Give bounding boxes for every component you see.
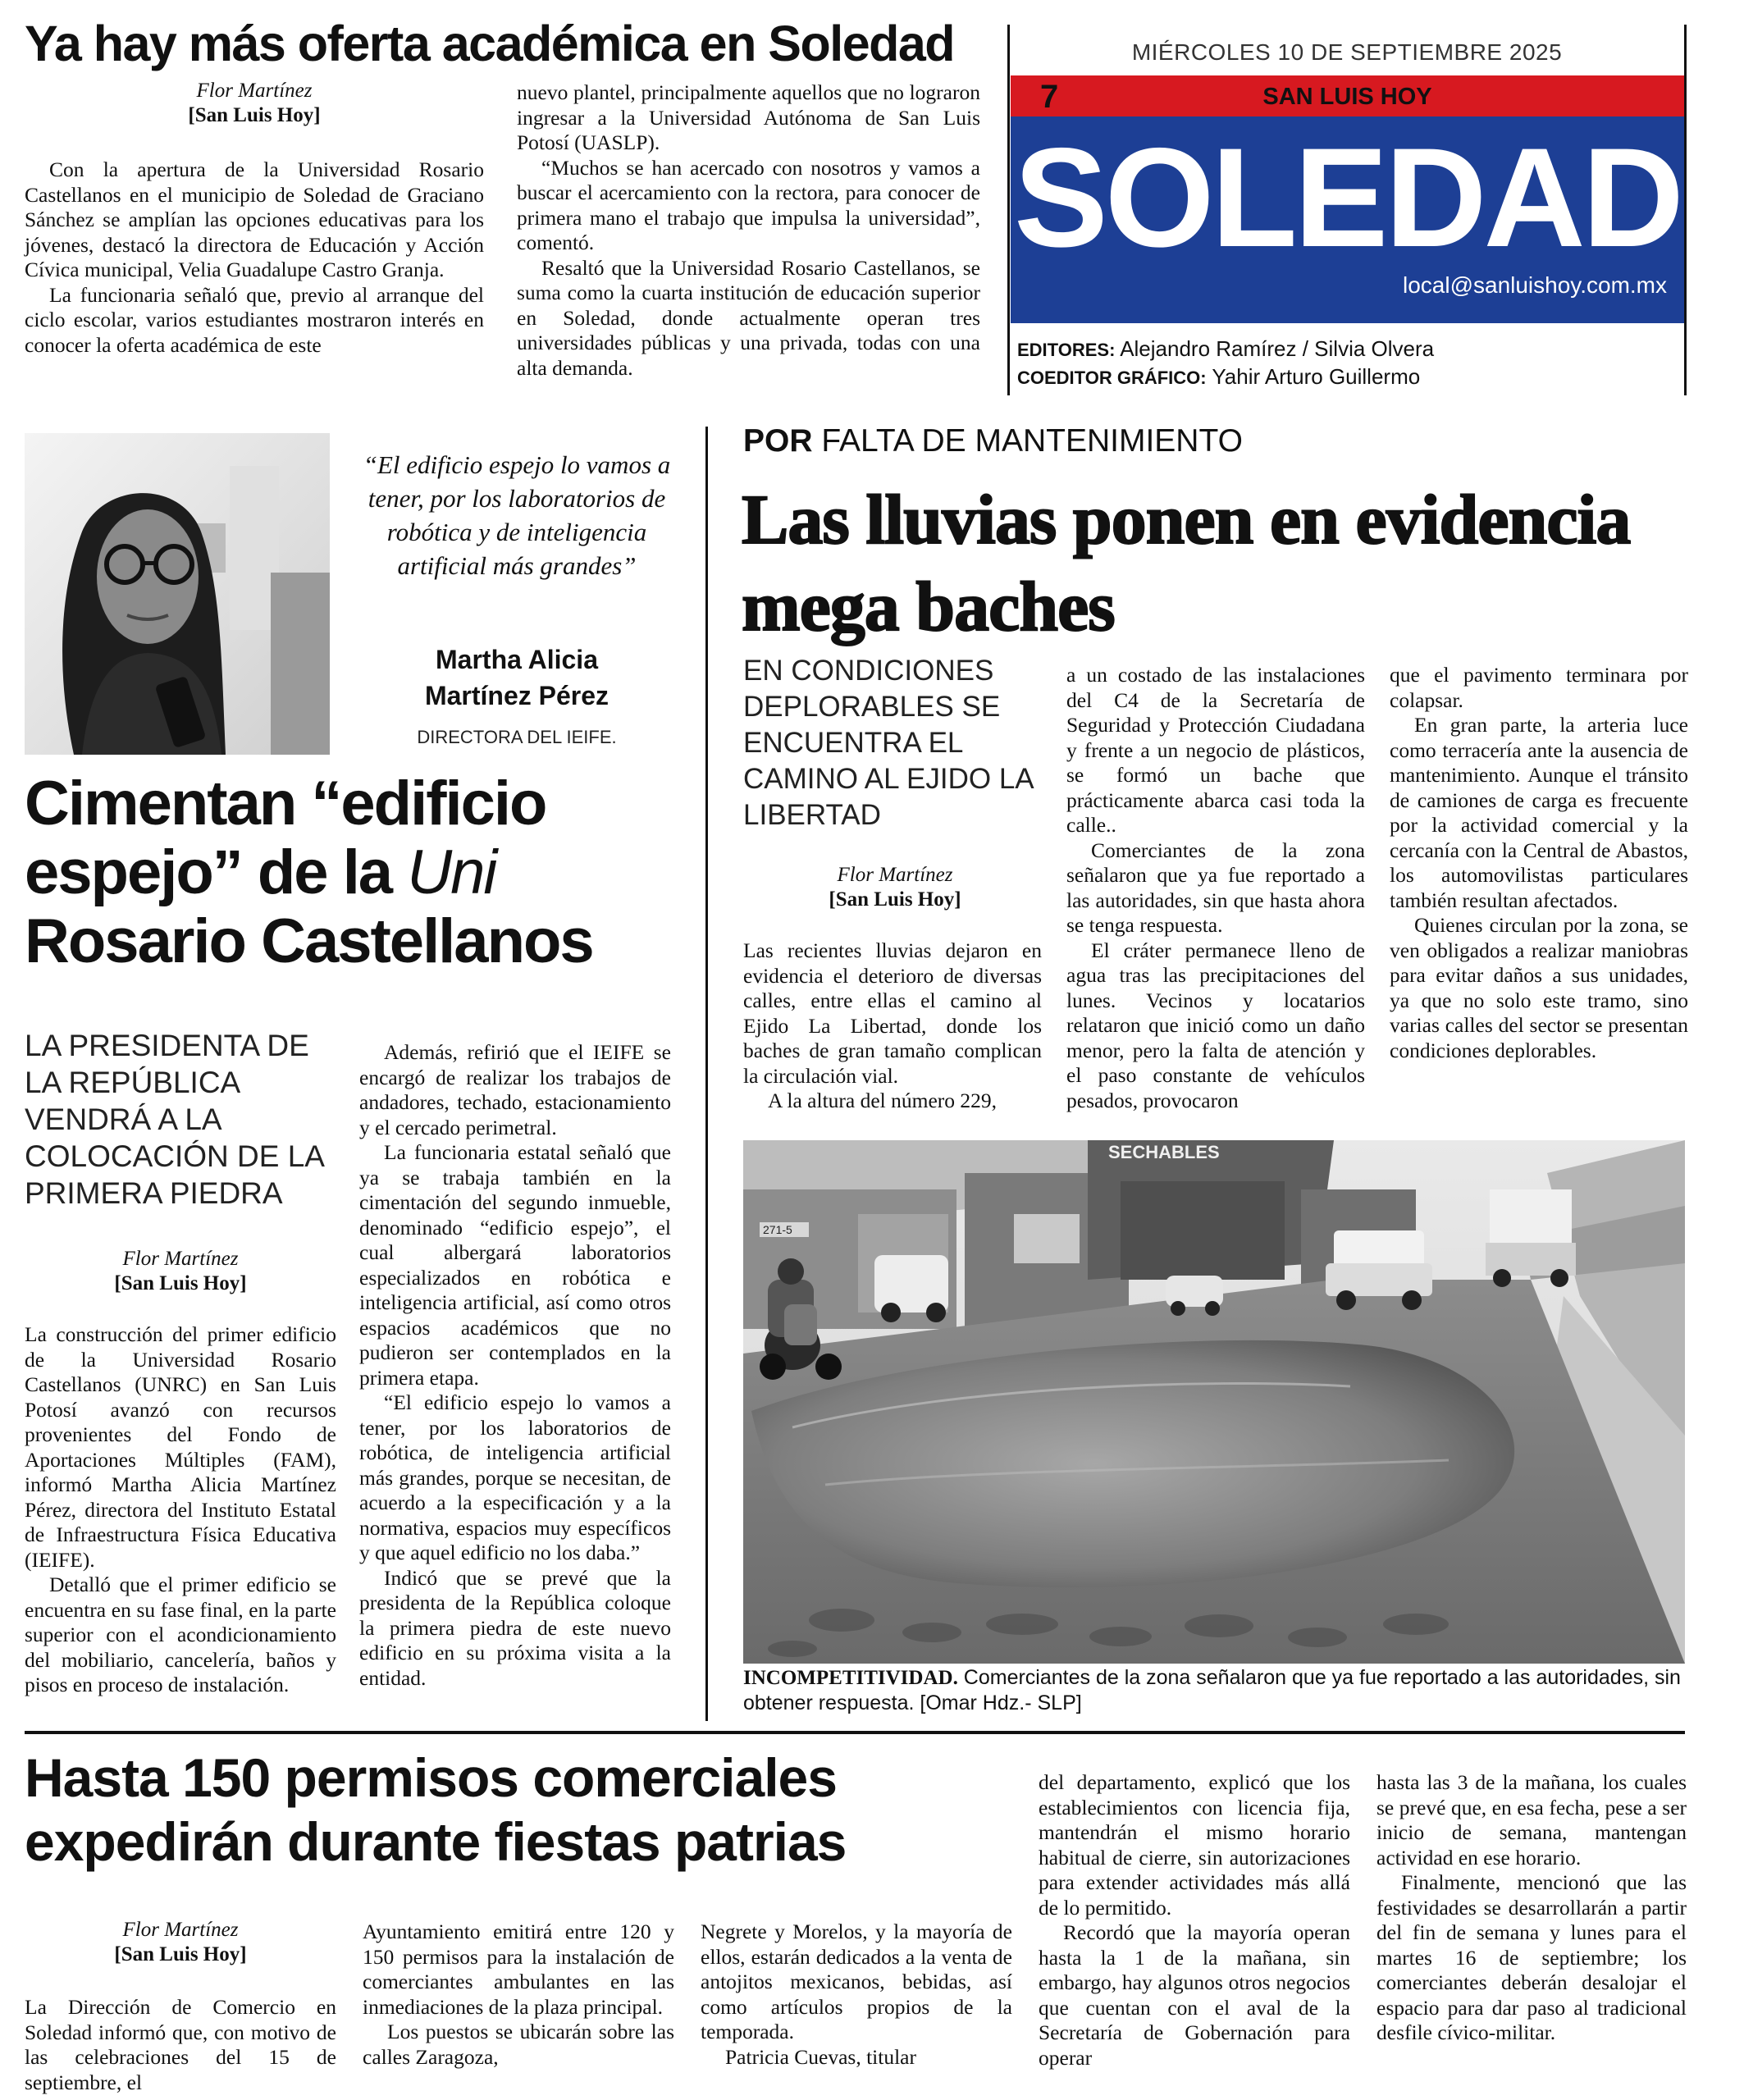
portrait-image	[25, 433, 330, 755]
paragraph: Con la apertura de la Universidad Rosario Castellanos en el municipio de Soledad de Graciano Sánchez se amplían las opciones educativas para los jóvenes, destacó la directora de Educación y Acción Cívica municipal, Velia Guadalupe Castro Granja.	[25, 158, 484, 281]
paragraph: Comerciantes de la zona señalaron que ya fue reportado a las autoridades, sin que hasta ahora se tenga respuesta.	[1066, 838, 1365, 937]
paragraph: “El edificio espejo lo vamos a tener, por los laboratorios de robótica, de inteligencia artificial más grandes, porque se necesitan, de acuerdo a la especificación y a la normativa, espacios muy específicos y que aquel edificio no los daba.”	[359, 1390, 671, 1564]
page-number: 7	[1040, 79, 1059, 115]
kicker-lluvias	[743, 423, 1243, 459]
street-image	[743, 1140, 1685, 1664]
editors-label: EDITORES:	[1017, 340, 1116, 360]
lluvias-col-2	[1066, 663, 1365, 1113]
graphic-editor-line	[1017, 364, 1420, 390]
paragraph: Detalló que el primer edificio se encuentra en su fase final, en la parte superior con el acondicionamiento del mobiliario, cancelería, baños y pisos en proceso de instalación.	[25, 1573, 336, 1696]
section-red-band	[1011, 75, 1684, 116]
subhead-lluvias: EN CONDICIONES DEPLORABLES SE ENCUENTRA EL CAMINO AL EJIDO LA LIBERTAD	[743, 655, 1033, 831]
byline-lluvias	[743, 863, 1047, 912]
byline-author: Flor Martínez	[122, 1919, 239, 1941]
bottom-section-rule	[25, 1731, 1685, 1734]
permisos-col-4	[1039, 1770, 1350, 2070]
paragraph: A la altura del número 229,	[768, 1089, 998, 1112]
store-sign: SECHABLES	[1108, 1142, 1220, 1162]
paragraph: En gran parte, la arteria luce como terracería ante la ausencia de mantenimiento. Aunque el tránsito de camiones de carga es frecuente por la actividad comercial y la cercanía con la Central de Abastos, los automovilistas particulares también resultan afectados.	[1390, 713, 1688, 912]
section-blue-band	[1011, 116, 1684, 323]
paragraph: La funcionaria estatal señaló que ya se trabaja también en la cimentación del segundo inmueble, denominado “edificio espejo”, el cual albergará laboratorios especializados en robótica e inteligencia artificial, así como otros espacios académicos que no pudieron ser contemplados en la primera etapa.	[359, 1140, 671, 1390]
headline-permisos-line-2: expedirán durante fiestas patrias	[25, 1811, 847, 1872]
paragraph: Finalmente, mencionó que las festividades se desarrollarán a partir del fin de semana y lunes para el martes 16 de septiembre; los comerciantes deberán desalojar el espacio para dar paso al tradicional desfile cívico-militar.	[1376, 1870, 1687, 2044]
section-email: local@sanluishoy.com.mx	[1402, 272, 1667, 298]
headline-cimentan-line-1: Cimentan “edificio	[25, 769, 546, 838]
kicker-bold: POR	[743, 423, 813, 459]
oferta-col-2	[517, 80, 980, 381]
graphic-editor-name: Yahir Arturo Guillermo	[1212, 364, 1421, 389]
cimentan-col-2	[359, 1040, 671, 1691]
paragraph: Ayuntamiento emitirá entre 120 y 150 permisos para la instalación de comerciantes ambulantes en las inmediaciones de la plaza principal.	[363, 1920, 674, 2019]
paragraph: nuevo plantel, principalmente aquellos que no lograron ingresar a la Universidad Autónoma de San Luis Potosí (UASLP).	[517, 80, 980, 154]
permisos-col-1	[25, 1995, 336, 2095]
paragraph: La funcionaria señaló que, previo al arranque del ciclo escolar, varios estudiantes mostraron interés en conocer la oferta académica de este	[25, 282, 484, 357]
paragraph: La construcción del primer edificio de la Universidad Rosario Castellanos (UNRC) en San Luis Potosí avanzó con recursos provenientes del Fondo de Aportaciones Múltiples (FAM), informó Martha Alicia Martínez Pérez, directora del Instituto Estatal de Infraestructura Física Educativa (IEIFE).	[25, 1322, 336, 1572]
byline-outlet: [San Luis Hoy]	[188, 104, 321, 126]
section-title: SOLEDAD	[1014, 119, 1681, 276]
byline-outlet: [San Luis Hoy]	[114, 1943, 247, 1965]
headline-cimentan-uni: Uni	[407, 838, 496, 907]
street-sign: 271-5	[763, 1223, 792, 1236]
byline-author: Flor Martínez	[196, 80, 313, 102]
paragraph: Quienes circulan por la zona, se ven obligados a realizar maniobras para evitar daños a sus unidades, ya que no solo este tramo, sino varias calles del sector se presentan condiciones deplorables.	[1390, 913, 1688, 1062]
graphic-editor-label: COEDITOR GRÁFICO:	[1017, 368, 1207, 388]
subhead-cimentan: LA PRESIDENTA DE LA REPÚBLICA VENDRÁ A LA COLOCACIÓN DE LA PRIMERA PIEDRA	[25, 1029, 323, 1210]
byline-oferta	[25, 79, 484, 128]
paragraph: La Dirección de Comercio en Soledad informó que, con motivo de las celebraciones del 15 de septiembre, el	[25, 1995, 336, 2094]
section-tag: SAN LUIS HOY	[1262, 84, 1432, 110]
headline-oferta: Ya hay más oferta académica en Soledad	[25, 16, 955, 71]
cimentan-col-1	[25, 1322, 336, 1698]
headline-cimentan-line-2-text: espejo” de la	[25, 838, 408, 907]
byline-outlet: [San Luis Hoy]	[114, 1272, 247, 1294]
paragraph: hasta las 3 de la mañana, los cuales se prevé que, en esa fecha, pese a ser inicio de semana, mantengan actividad en ese horario.	[1376, 1770, 1687, 1869]
editors-line	[1017, 336, 1434, 362]
issue-date: MIÉRCOLES 10 DE SEPTIEMBRE 2025	[1131, 39, 1563, 65]
byline-author: Flor Martínez	[837, 864, 953, 886]
paragraph: del departamento, explicó que los establecimientos con licencia fija, mantendrán el mismo horario habitual de cierre, sin autorizaciones para extender actividades más allá de lo permitido.	[1039, 1770, 1350, 1920]
street-photo	[743, 1140, 1685, 1664]
byline-outlet: [San Luis Hoy]	[829, 888, 961, 911]
byline-permisos	[25, 1918, 336, 1967]
pull-quote-name: Martha Alicia Martínez Pérez	[424, 645, 609, 710]
paragraph: Patricia Cuevas, titular	[725, 2044, 916, 2069]
pull-quote: “El edificio espejo lo vamos a tener, por los laboratorios de robótica y de inteligencia artificial más grandes”	[363, 450, 671, 580]
lluvias-col-1	[743, 938, 1042, 1114]
masthead-left-rule	[1007, 25, 1010, 395]
paragraph: a un costado de las instalaciones del C4 de la Secretaría de Seguridad y Protección Ciudadana y frente a un negocio de plásticos, se formó un bache que prácticamente abarca casi toda la calle..	[1066, 663, 1365, 837]
headline-permisos-line-1: Hasta 150 permisos comerciales	[25, 1747, 837, 1808]
pull-quote-role: DIRECTORA DEL IEIFE.	[417, 727, 617, 747]
byline-cimentan	[25, 1247, 336, 1296]
permisos-col-2	[363, 1920, 674, 2070]
editors-names: Alejandro Ramírez / Silvia Olvera	[1120, 336, 1435, 361]
paragraph: El cráter permanece lleno de agua tras las precipitaciones del lunes. Vecinos y locatarios relataron que inició como un daño menor, pero la falta de atención y el paso constante de vehículos pesados, provocaron	[1066, 938, 1365, 1112]
paragraph: que el pavimento terminara por colapsar.	[1390, 663, 1688, 712]
permisos-col-5	[1376, 1770, 1687, 2046]
portrait-photo	[25, 433, 330, 755]
paragraph: Además, refirió que el IEIFE se encargó de realizar los trabajos de andadores, techado, estacionamiento y el cercado perimetral.	[359, 1040, 671, 1139]
paragraph: Indicó que se prevé que la presidenta de la República coloque la primera piedra de este nuevo edificio en su próxima visita a la entidad.	[359, 1565, 671, 1690]
paragraph: Recordó que la mayoría operan hasta la 1 de la mañana, sin embargo, hay algunos otros negocios que cuentan con el aval de la Secretaría de Gobernación para operar	[1039, 1920, 1350, 2070]
kicker-text: FALTA DE MANTENIMIENTO	[812, 423, 1243, 459]
byline-author: Flor Martínez	[122, 1248, 239, 1270]
headline-cimentan	[25, 769, 689, 976]
paragraph: Los puestos se ubicarán sobre las calles Zaragoza,	[363, 2020, 674, 2069]
caption-label: INCOMPETITIVIDAD.	[743, 1667, 958, 1689]
photo-caption	[743, 1665, 1685, 1716]
paragraph: “Muchos se han acercado con nosotros y vamos a buscar el acercamiento con la rectora, para conocer de primera mano el trabajo que impulsa la universidad”, comentó.	[517, 155, 980, 254]
headline-cimentan-line-2	[25, 838, 689, 907]
paragraph: Resaltó que la Universidad Rosario Castellanos, se suma como la cuarta institución de educación superior en Soledad, donde actualmente operan tres universidades públicas y una privada, todas con una alta demanda.	[517, 255, 980, 380]
paragraph: Las recientes lluvias dejaron en evidencia el deterioro de diversas calles, entre ellas el camino al Ejido La Libertad, donde los baches de gran tamaño complican la circulación vial.	[743, 938, 1042, 1088]
masthead-right-rule	[1684, 25, 1687, 395]
headline-permisos	[25, 1746, 1025, 1874]
lluvias-col-3	[1390, 663, 1688, 1063]
headline-lluvias: Las lluvias ponen en evidencia mega baches	[742, 480, 1631, 646]
caption-text: Comerciantes de la zona señalaron que ya fue reportado a las autoridades, sin obtener respuesta. [Omar Hdz.- SLP]	[743, 1666, 1681, 1714]
headline-cimentan-line-3: Rosario Castellanos	[25, 906, 593, 976]
column-separator	[705, 427, 708, 1721]
permisos-col-3	[701, 1920, 1012, 2070]
paragraph: Negrete y Morelos, y la mayoría de ellos, estarán dedicados a la venta de antojitos mexicanos, bebidas, así como artículos propios de la temporada.	[701, 1920, 1012, 2043]
oferta-col-1	[25, 158, 484, 358]
